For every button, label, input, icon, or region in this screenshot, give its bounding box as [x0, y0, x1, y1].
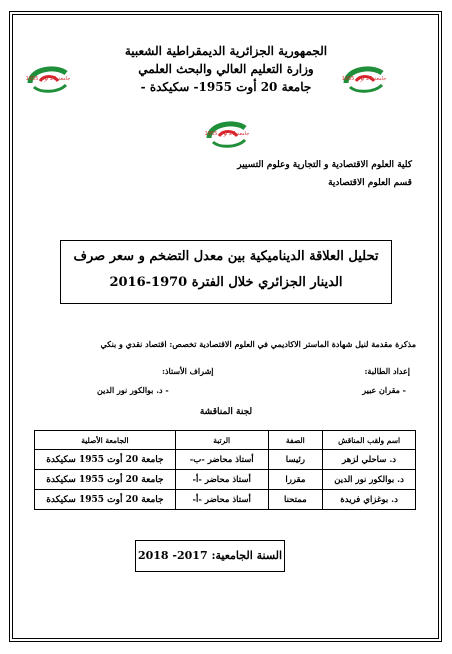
cell-role: ممتحنا	[268, 490, 323, 510]
header-university: الجامعة الأصلية	[35, 431, 176, 450]
table-header-row	[35, 431, 416, 450]
logo-text: جامعة 20 أوت 1955	[342, 76, 386, 82]
university-logo-graphic	[342, 63, 386, 97]
table-row	[35, 450, 416, 470]
thesis-title-box	[60, 240, 392, 304]
ministry-heading: وزارة التعليم العالي والبحث العلمي	[138, 62, 314, 76]
cell-university: جامعة 20 أوت 1955 سكيكدة	[35, 490, 176, 510]
cell-name: د. ساحلي لزهر	[323, 450, 416, 470]
supervisor-name: - د. بوالكور نور الدين	[97, 385, 169, 395]
header-name: اسم ولقب المناقش	[323, 431, 416, 450]
cell-rank: أستاذ محاضر -ب-	[175, 450, 268, 470]
header-rank: الرتبة	[175, 431, 268, 450]
cell-university: جامعة 20 أوت 1955 سكيكدة	[35, 470, 176, 490]
memo-description: مذكرة مقدمة لنيل شهادة الماستر الاكاديمي في العلوم الاقتصادية تخصص: اقتصاد نقدي و بنكي	[100, 339, 416, 349]
university-logo-graphic	[26, 63, 70, 97]
university-logo-icon	[26, 63, 70, 97]
faculty-name: كلية العلوم الاقتصادية و التجارية وعلوم التسيير	[237, 160, 412, 170]
jury-table	[34, 430, 416, 510]
university-logo-icon	[342, 63, 386, 97]
cell-role: مقررا	[268, 470, 323, 490]
table-row	[35, 470, 416, 490]
republic-heading: الجمهورية الجزائرية الديمقراطية الشعبية	[124, 44, 328, 58]
thesis-title-line1: تحليل العلاقة الديناميكية بين معدل التضخم و سعر صرف	[73, 249, 379, 264]
cell-rank: أستاذ محاضر -أ-	[175, 470, 268, 490]
academic-year: السنة الجامعية: 2017- 2018	[137, 549, 283, 562]
cell-university: جامعة 20 أوت 1955 سكيكدة	[35, 450, 176, 470]
cell-role: رئيسا	[268, 450, 323, 470]
academic-year-box	[135, 540, 285, 572]
cell-name: د. بوالكور نور الدين	[323, 470, 416, 490]
supervisor-label: إشراف الأستاذ:	[162, 366, 214, 376]
university-heading: جامعة 20 أوت 1955- سكيكدة -	[140, 80, 312, 94]
table-row	[35, 490, 416, 510]
logo-text: جامعة 20 أوت 1955	[205, 131, 249, 137]
header-role: الصفة	[268, 431, 323, 450]
thesis-title-line2: الدينار الجزائري خلال الفترة 1970-2016	[109, 275, 343, 290]
university-logo-icon	[205, 118, 249, 152]
cell-name: د. بوغزاي فريدة	[323, 490, 416, 510]
university-logo-graphic	[205, 118, 249, 152]
committee-title: لجنة المناقشة	[199, 407, 253, 417]
student-name: - مقران عبير	[362, 385, 406, 395]
logo-text: جامعة 20 أوت 1955	[26, 76, 70, 82]
prepared-by-label: إعداد الطالبة:	[364, 366, 410, 376]
department-name: قسم العلوم الاقتصادية	[328, 178, 412, 188]
cell-rank: أستاذ محاضر -أ-	[175, 490, 268, 510]
